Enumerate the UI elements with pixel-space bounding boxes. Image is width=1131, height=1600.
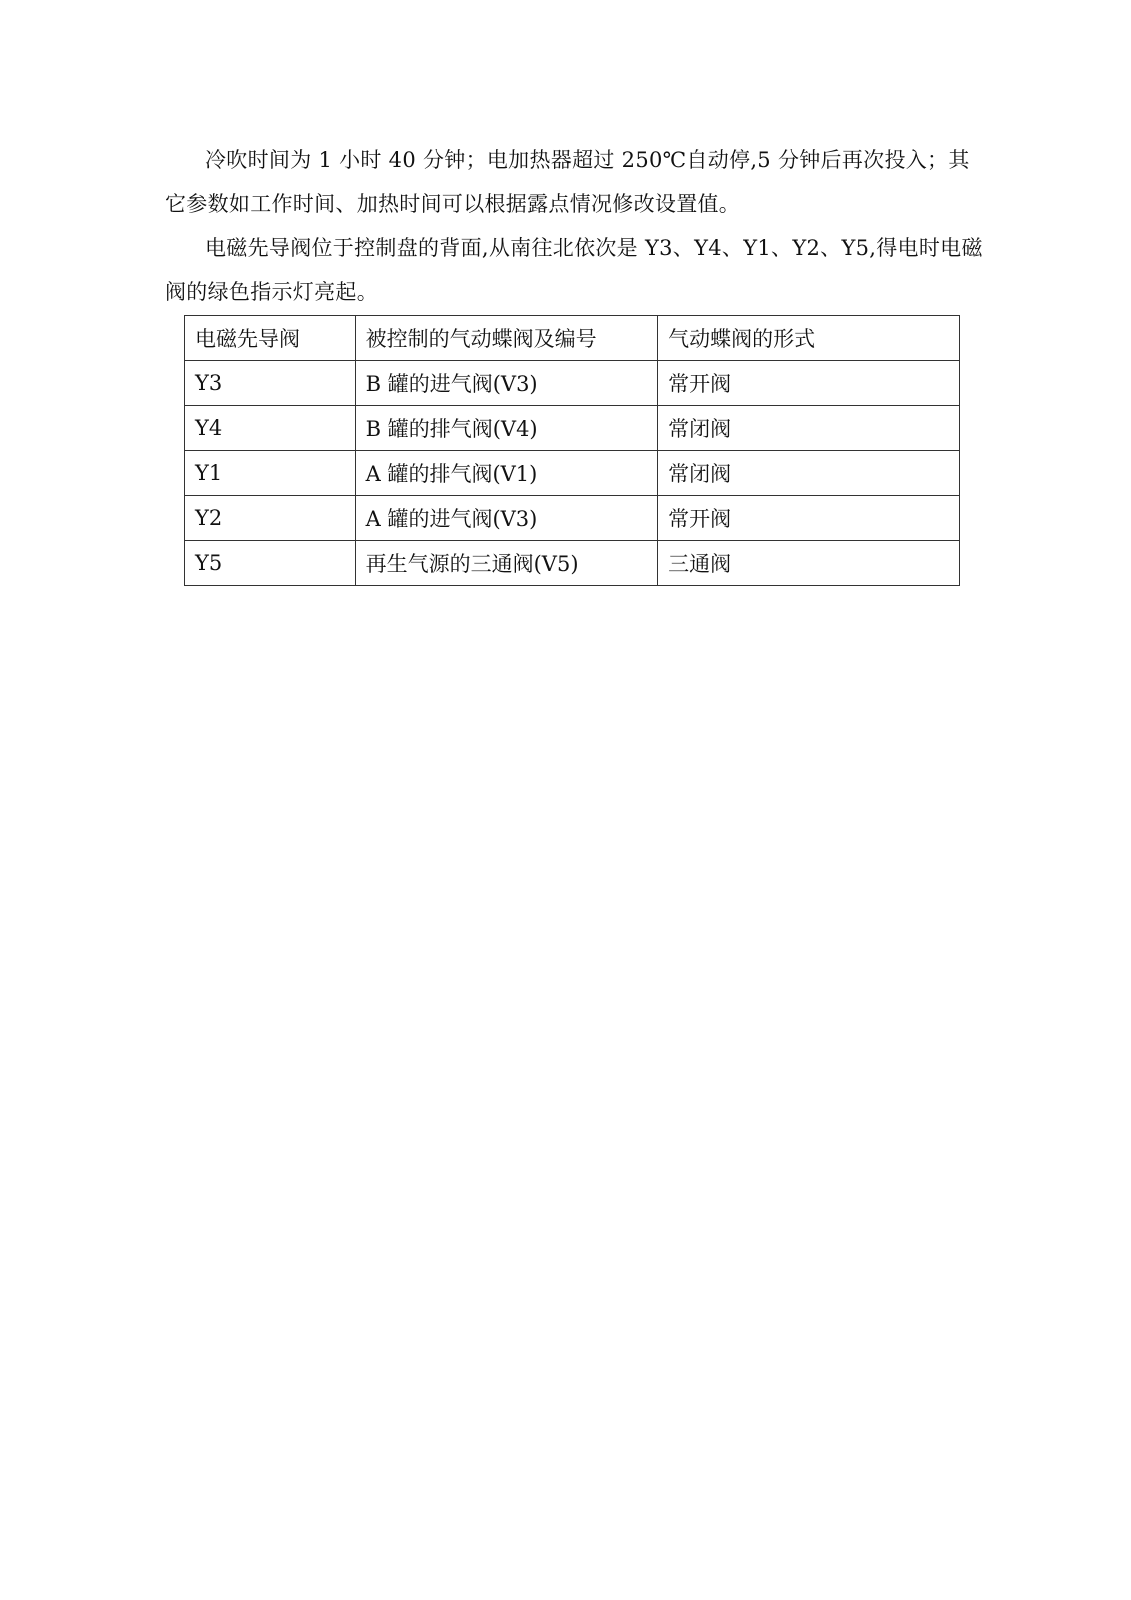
table-cell: B 罐的排气阀(V4) [355, 406, 658, 451]
table-cell: Y1 [185, 451, 356, 496]
table-cell: A 罐的进气阀(V3) [355, 496, 658, 541]
paragraph-solenoid-location: 电磁先导阀位于控制盘的背面,从南往北依次是 Y3、Y4、Y1、Y2、Y5,得电时电磁阀的绿色指示灯亮起。 [165, 236, 983, 304]
table-row [185, 451, 960, 496]
table-cell: Y2 [185, 496, 356, 541]
table-cell: 常闭阀 [658, 451, 960, 496]
table-header-cell: 气动蝶阀的形式 [658, 316, 960, 361]
table-row [185, 406, 960, 451]
table-header-cell: 被控制的气动蝶阀及编号 [355, 316, 658, 361]
table-cell: 常开阀 [658, 361, 960, 406]
table-cell: Y5 [185, 541, 356, 586]
table-header-cell: 电磁先导阀 [185, 316, 356, 361]
table-cell: 常闭阀 [658, 406, 960, 451]
table-cell: Y3 [185, 361, 356, 406]
table-cell: 常开阀 [658, 496, 960, 541]
table-cell: Y4 [185, 406, 356, 451]
table-row [185, 541, 960, 586]
table-row [185, 361, 960, 406]
table-header-row [185, 316, 960, 361]
table-row [185, 496, 960, 541]
table-cell: 三通阀 [658, 541, 960, 586]
valve-table [184, 315, 960, 586]
table-cell: 再生气源的三通阀(V5) [355, 541, 658, 586]
table-cell: B 罐的进气阀(V3) [355, 361, 658, 406]
paragraph-cooling-settings: 冷吹时间为 1 小时 40 分钟；电加热器超过 250℃自动停,5 分钟后再次投入；其它参数如工作时间、加热时间可以根据露点情况修改设置值。 [165, 148, 970, 216]
table-cell: A 罐的排气阀(V1) [355, 451, 658, 496]
